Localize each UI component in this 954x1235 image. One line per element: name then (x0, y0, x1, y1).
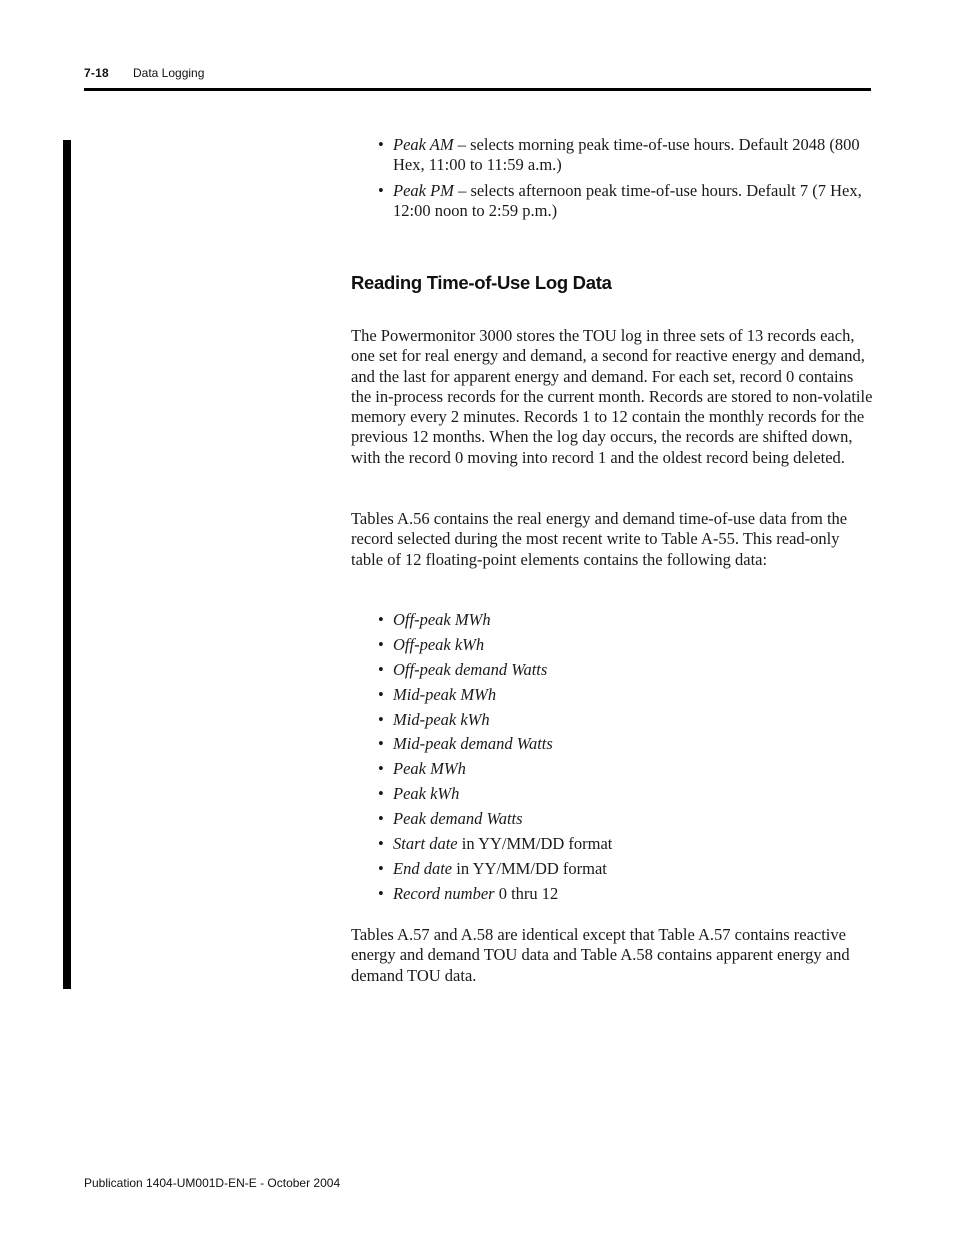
bullet-glyph: • (378, 684, 384, 704)
bullet-glyph: • (378, 135, 384, 154)
list-item-term: Peak demand Watts (393, 809, 523, 829)
bullet-glyph: • (378, 784, 384, 804)
bullet-glyph: • (378, 709, 384, 729)
list-item-term: Mid-peak demand Watts (393, 734, 553, 754)
bullet-glyph: • (378, 610, 384, 629)
list-item-text: in YY/MM/DD format (457, 834, 613, 854)
list-item-term: Peak kWh (393, 784, 460, 804)
list-item (378, 685, 874, 710)
bullet-glyph: • (378, 809, 384, 829)
list-item-term: Off-peak MWh (393, 610, 491, 629)
body-paragraph: Tables A.56 contains the real energy and demand time-of-use data from the record selected during the most recent write to Table A-55. This read-only table of 12 floating-point elements contains the following data: (351, 509, 848, 569)
list-item-term: End date (393, 858, 453, 878)
header-rule (84, 88, 871, 91)
list-item (378, 635, 874, 660)
page-number: 7-18 (84, 66, 109, 80)
data-field-list (378, 610, 874, 909)
list-item (378, 710, 874, 735)
list-item-term: Peak AM (393, 135, 454, 154)
list-item (378, 660, 874, 685)
list-item (378, 859, 874, 884)
list-item-term: Mid-peak kWh (393, 709, 490, 729)
change-bar (63, 140, 71, 989)
body-paragraph: Tables A.57 and A.58 are identical except that Table A.57 contains reactive energy and demand TOU data and Table A.58 contains apparent energy and demand TOU data. (351, 925, 850, 985)
list-item-term: Off-peak kWh (393, 634, 485, 654)
list-item-text: 0 thru 12 (494, 883, 559, 903)
list-item-term: Off-peak demand Watts (393, 659, 548, 679)
bullet-glyph: • (378, 659, 384, 679)
section-heading: Reading Time-of-Use Log Data (351, 272, 612, 293)
list-item (378, 135, 874, 176)
bullet-glyph: • (378, 634, 384, 654)
list-item (378, 809, 874, 834)
running-section-title: Data Logging (133, 66, 205, 80)
list-item (378, 181, 874, 222)
list-item-term: Mid-peak MWh (393, 684, 497, 704)
list-item (378, 734, 874, 759)
list-item-text: – selects afternoon peak time-of-use hours. Default 7 (7 Hex, 12:00 noon to 2:59 p.m.) (393, 180, 862, 220)
list-item-term: Peak PM (393, 180, 454, 200)
list-item (378, 759, 874, 784)
list-item-term: Peak MWh (393, 759, 466, 779)
list-item-text: in YY/MM/DD format (452, 858, 607, 878)
top-bullet-list (378, 135, 874, 226)
list-item (378, 834, 874, 859)
bullet-glyph: • (378, 883, 384, 903)
bullet-glyph: • (378, 858, 384, 878)
bullet-glyph: • (378, 834, 384, 854)
list-item-term: Record number (393, 883, 495, 903)
list-item (378, 884, 874, 909)
list-item-text: – selects morning peak time-of-use hours. Default 2048 (800 Hex, 11:00 to 11:59 a.m.) (393, 135, 860, 175)
list-item (378, 610, 874, 635)
body-paragraph: The Powermonitor 3000 stores the TOU log in three sets of 13 records each, one set for real energy and demand, a second for reactive energy and demand, and the last for apparent energy and demand. For each set, record 0 contains the in-process records for the current month. Records are stored to non-volatile memory every 2 minutes. Records 1 to 12 contain the monthly records for the previous 12 months. When the log day occurs, the records are shifted down, with the record 0 moving into record 1 and the oldest record being deleted. (351, 326, 873, 467)
list-item-term: Start date (393, 834, 458, 854)
list-item (378, 784, 874, 809)
publication-footer: Publication 1404-UM001D-EN-E - October 2004 (84, 1176, 341, 1190)
bullet-glyph: • (378, 180, 384, 200)
bullet-glyph: • (378, 734, 384, 754)
bullet-glyph: • (378, 759, 384, 779)
